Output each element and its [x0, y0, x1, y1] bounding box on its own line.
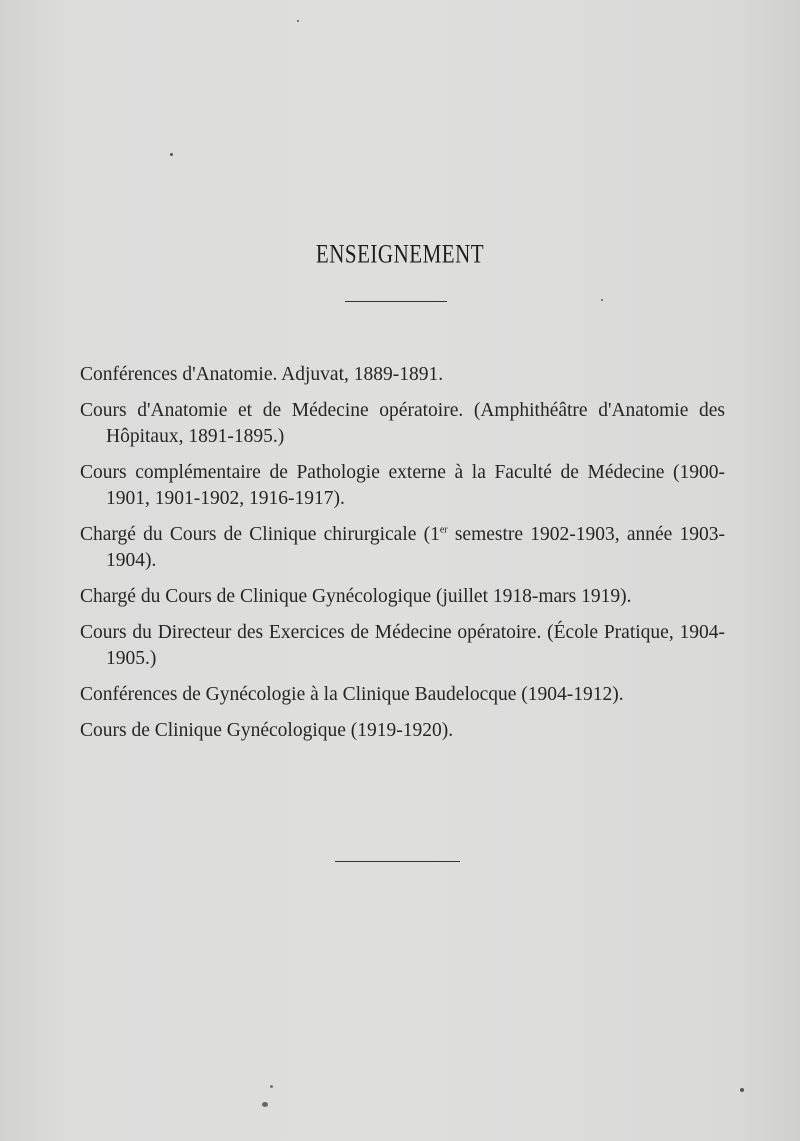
list-item	[80, 682, 725, 708]
paper-speck	[262, 1102, 268, 1107]
paper-speck	[601, 299, 603, 301]
entry-text: Cours complémentaire de Pathologie externe à la Faculté de Médecine (1900-1901, 1901-1902, 1916-1917).	[80, 462, 725, 509]
entry-text-before: Chargé du Cours de Clinique chirurgicale (1	[80, 524, 440, 545]
list-item	[80, 398, 725, 450]
entry-text: Conférences de Gynécologie à la Clinique Baudelocque (1904-1912).	[80, 684, 624, 705]
paper-speck	[297, 20, 299, 22]
title-divider	[345, 301, 447, 302]
list-item	[80, 460, 725, 512]
entry-text: Cours d'Anatomie et de Médecine opératoire. (Amphithéâtre d'Anatomie des Hôpitaux, 1891-1895.)	[80, 400, 725, 447]
list-item	[80, 584, 725, 610]
paper-speck	[270, 1085, 273, 1088]
paper-speck	[170, 153, 173, 156]
entry-text: Chargé du Cours de Clinique Gynécologique (juillet 1918-mars 1919).	[80, 586, 632, 607]
page-title: ENSEIGNEMENT	[315, 238, 485, 269]
teaching-list	[80, 362, 725, 754]
entry-text: Cours du Directeur des Exercices de Médecine opératoire. (École Pratique, 1904-1905.)	[80, 622, 725, 669]
list-item	[80, 362, 725, 388]
entry-text: Cours de Clinique Gynécologique (1919-1920).	[80, 720, 454, 741]
end-divider	[335, 861, 460, 862]
entry-text-after: semestre 1902-1903, année 1903-1904).	[106, 524, 725, 571]
entry-text: Conférences d'Anatomie. Adjuvat, 1889-1891.	[80, 364, 444, 385]
paper-speck	[740, 1088, 744, 1092]
list-item	[80, 522, 725, 574]
list-item	[80, 620, 725, 672]
list-item	[80, 718, 725, 744]
entry-superscript: er	[439, 524, 448, 536]
